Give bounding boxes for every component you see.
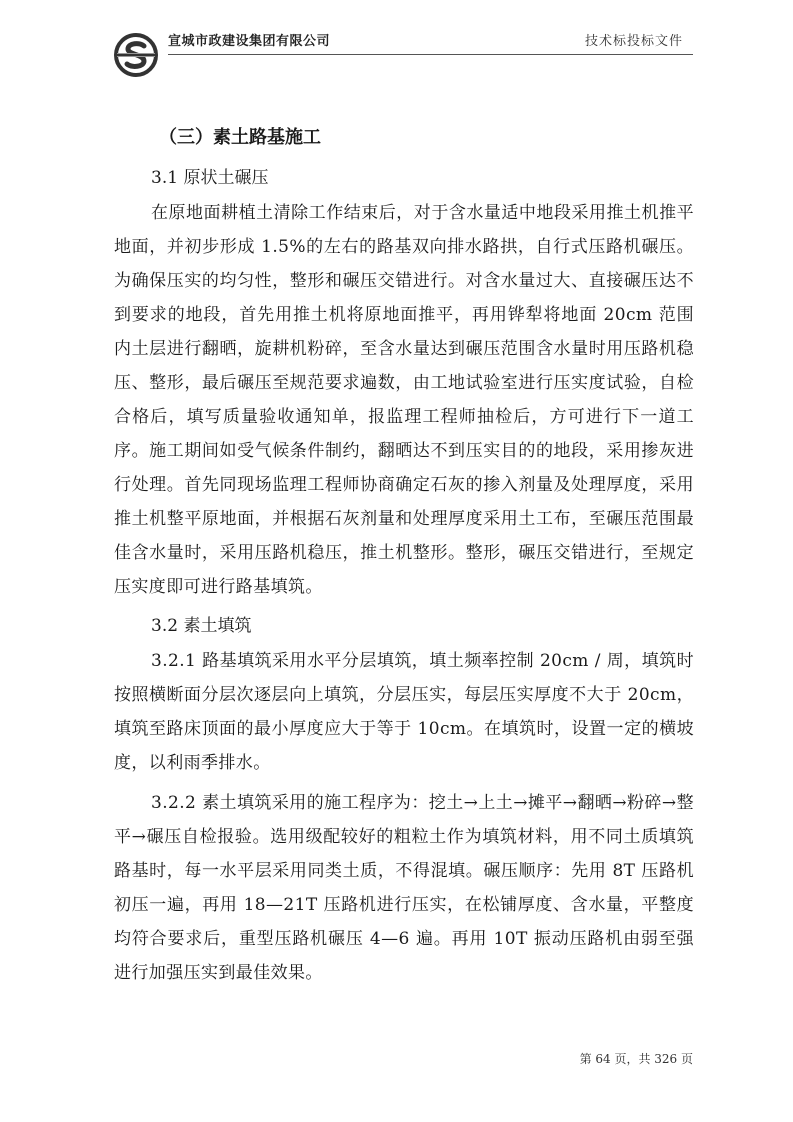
paragraph-3-2-2: 3.2.2 素土填筑采用的施工程序为：挖土→上土→摊平→翻晒→粉碎→整平→碾压自检报验。选用级配较好的粗粒土作为填筑材料，用不同土质填筑路基时，每一水平层采用同类土质，不得混填。碾压顺序：先用 8T 压路机初压一遍，再用 18—21T 压路机进行压实，在松铺厚度、含水量，平整度均符合要求后，重型压路机碾压 4—6 遍。再用 10T 振动压路机由弱至强进行加强压实到最佳效果。 bbox=[114, 793, 694, 983]
page-body bbox=[114, 115, 694, 990]
page-number: 第 64 页，共 326 页 bbox=[579, 1052, 693, 1066]
paragraph-3-2-1: 3.2.1 路基填筑采用水平分层填筑，填土频率控制 20cm / 周，填筑时按照横断面分层次逐层向上填筑，分层压实，每层压实厚度不大于 20cm，填筑至路床顶面的最小厚度应大于等于 10cm。在填筑时，设置一定的横坡度，以利雨季排水。 bbox=[114, 651, 694, 773]
section-title: （三）素土路基施工 bbox=[159, 127, 321, 148]
subsection-heading-3-1: 3.1 原状土碾压 bbox=[151, 168, 269, 188]
company-logo-icon bbox=[113, 32, 159, 78]
subsection-heading-3-2: 3.2 素土填筑 bbox=[151, 616, 252, 636]
paragraph-3-1: 在原地面耕植土清除工作结束后，对于含水量适中地段采用推土机推平地面，并初步形成 1.5%的左右的路基双向排水路拱，自行式压路机碾压。为确保压实的均匀性，整形和碾压交错进行。对含水量过大、直接碾压达不到要求的地段，首先用推土机将原地面推平，再用铧犁将地面 20cm 范围内土层进行翻晒，旋耕机粉碎，至含水量达到碾压范围含水量时用压路机稳压、整形，最后碾压至规范要求遍数，由工地试验室进行压实度试验，自检合格后，填写质量验收通知单，报监理工程师抽检后，方可进行下一道工序。施工期间如受气候条件制约，翻晒达不到压实目的的地段，采用掺灰进行处理。首先同现场监理工程师协商确定石灰的掺入剂量及处理厚度，采用推土机整平原地面，并根据石灰剂量和处理厚度采用土工布，至碾压范围最佳含水量时，采用压路机稳压，推土机整形。整形，碾压交错进行，至规定压实度即可进行路基填筑。 bbox=[114, 203, 694, 597]
document-type: 技术标投标文件 bbox=[584, 34, 683, 49]
company-name: 宣城市政建设集团有限公司 bbox=[168, 34, 331, 49]
page-header bbox=[113, 20, 693, 80]
header-divider bbox=[168, 54, 693, 55]
